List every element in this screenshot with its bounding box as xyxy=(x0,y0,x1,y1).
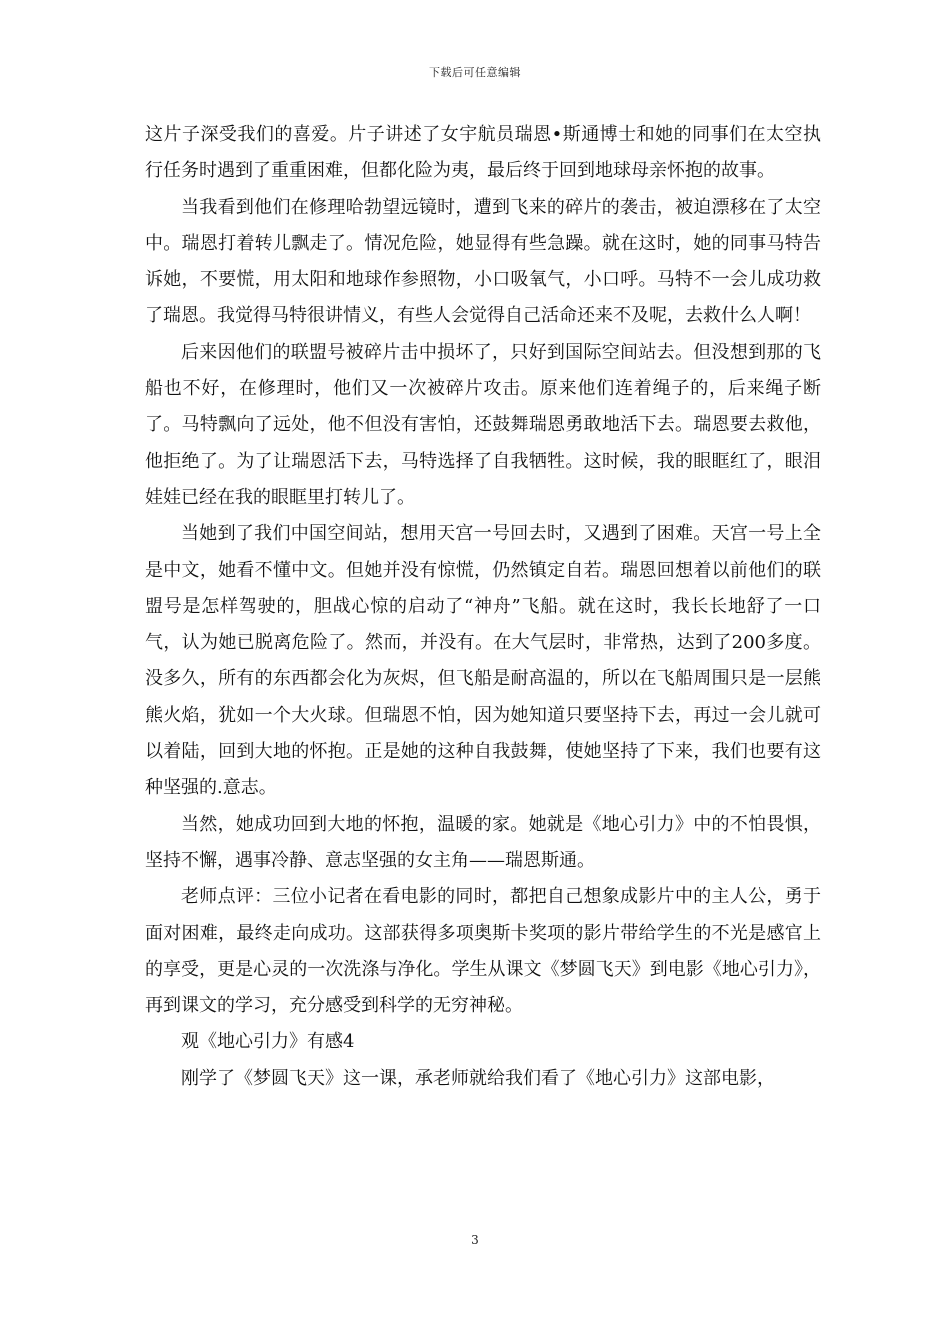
page-header: 下载后可任意编辑 xyxy=(429,66,521,79)
paragraph-6: 老师点评：三位小记者在看电影的同时，都把自己想象成影片中的主人公，勇于面对困难，最终走向成功。这部获得多项奥斯卡奖项的影片带给学生的不光是感官上的享受，更是心灵的一次洗涤与净化。学生从课文《梦圆飞天》到电影《地心引力》，再到课文的学习，充分感受到科学的无穷神秘。 xyxy=(145,886,821,1017)
paragraph-4: 当她到了我们中国空间站，想用天宫一号回去时，又遇到了困难。天宫一号上全是中文，她看不懂中文。但她并没有惊慌，仍然镇定自若。瑞恩回想着以前他们的联盟号是怎样驾驶的，胆战心惊的启动了“神舟”飞船。就在这时，我长长地舒了一口气，认为她已脱离危险了。然而，并没有。在大气层时，非常热，达到了200多度。没多久，所有的东西都会化为灰烬，但飞船是耐高温的，所以在飞船周围只是一层熊熊火焰，犹如一个大火球。但瑞恩不怕，因为她知道只要坚持下去，再过一会儿就可以着陆，回到大地的怀抱。正是她的这种自我鼓舞，使她坚持了下来，我们也要有这种坚强的.意志。 xyxy=(145,523,821,799)
paragraph-3: 后来因他们的联盟号被碎片击中损坏了，只好到国际空间站去。但没想到那的飞船也不好，在修理时，他们又一次被碎片攻击。原来他们连着绳子的，后来绳子断了。马特飘向了远处，他不但没有害怕，还鼓舞瑞恩勇敢地活下去。瑞恩要去救他，他拒绝了。为了让瑞恩活下去，马特选择了自我牺牲。这时候，我的眼眶红了，眼泪娃娃已经在我的眼眶里打转儿了。 xyxy=(145,341,821,508)
paragraph-2: 当我看到他们在修理哈勃望远镜时，遭到飞来的碎片的袭击，被迫漂移在了太空中。瑞恩打着转儿飘走了。情况危险，她显得有些急躁。就在这时，她的同事马特告诉她，不要慌，用太阳和地球作参照物，小口吸氧气，小口呼。马特不一会儿成功救了瑞恩。我觉得马特很讲情义，有些人会觉得自己活命还来不及呢，去救什么人啊！ xyxy=(145,196,821,327)
paragraph-5: 当然，她成功回到大地的怀抱，温暖的家。她就是《地心引力》中的不怕畏惧，坚持不懈，遇事冷静、意志坚强的女主角——瑞恩斯通。 xyxy=(145,813,821,871)
paragraph-7: 刚学了《梦圆飞天》这一课，承老师就给我们看了《地心引力》这部电影， xyxy=(181,1067,775,1089)
document-body xyxy=(145,117,821,1097)
paragraph-1: 这片子深受我们的喜爱。片子讲述了女宇航员瑞恩•斯通博士和她的同事们在太空执行任务时遇到了重重困难，但都化险为夷，最后终于回到地球母亲怀抱的故事。 xyxy=(145,124,821,182)
section-heading: 观《地心引力》有感4 xyxy=(181,1031,355,1053)
page-number: 3 xyxy=(471,1233,479,1247)
